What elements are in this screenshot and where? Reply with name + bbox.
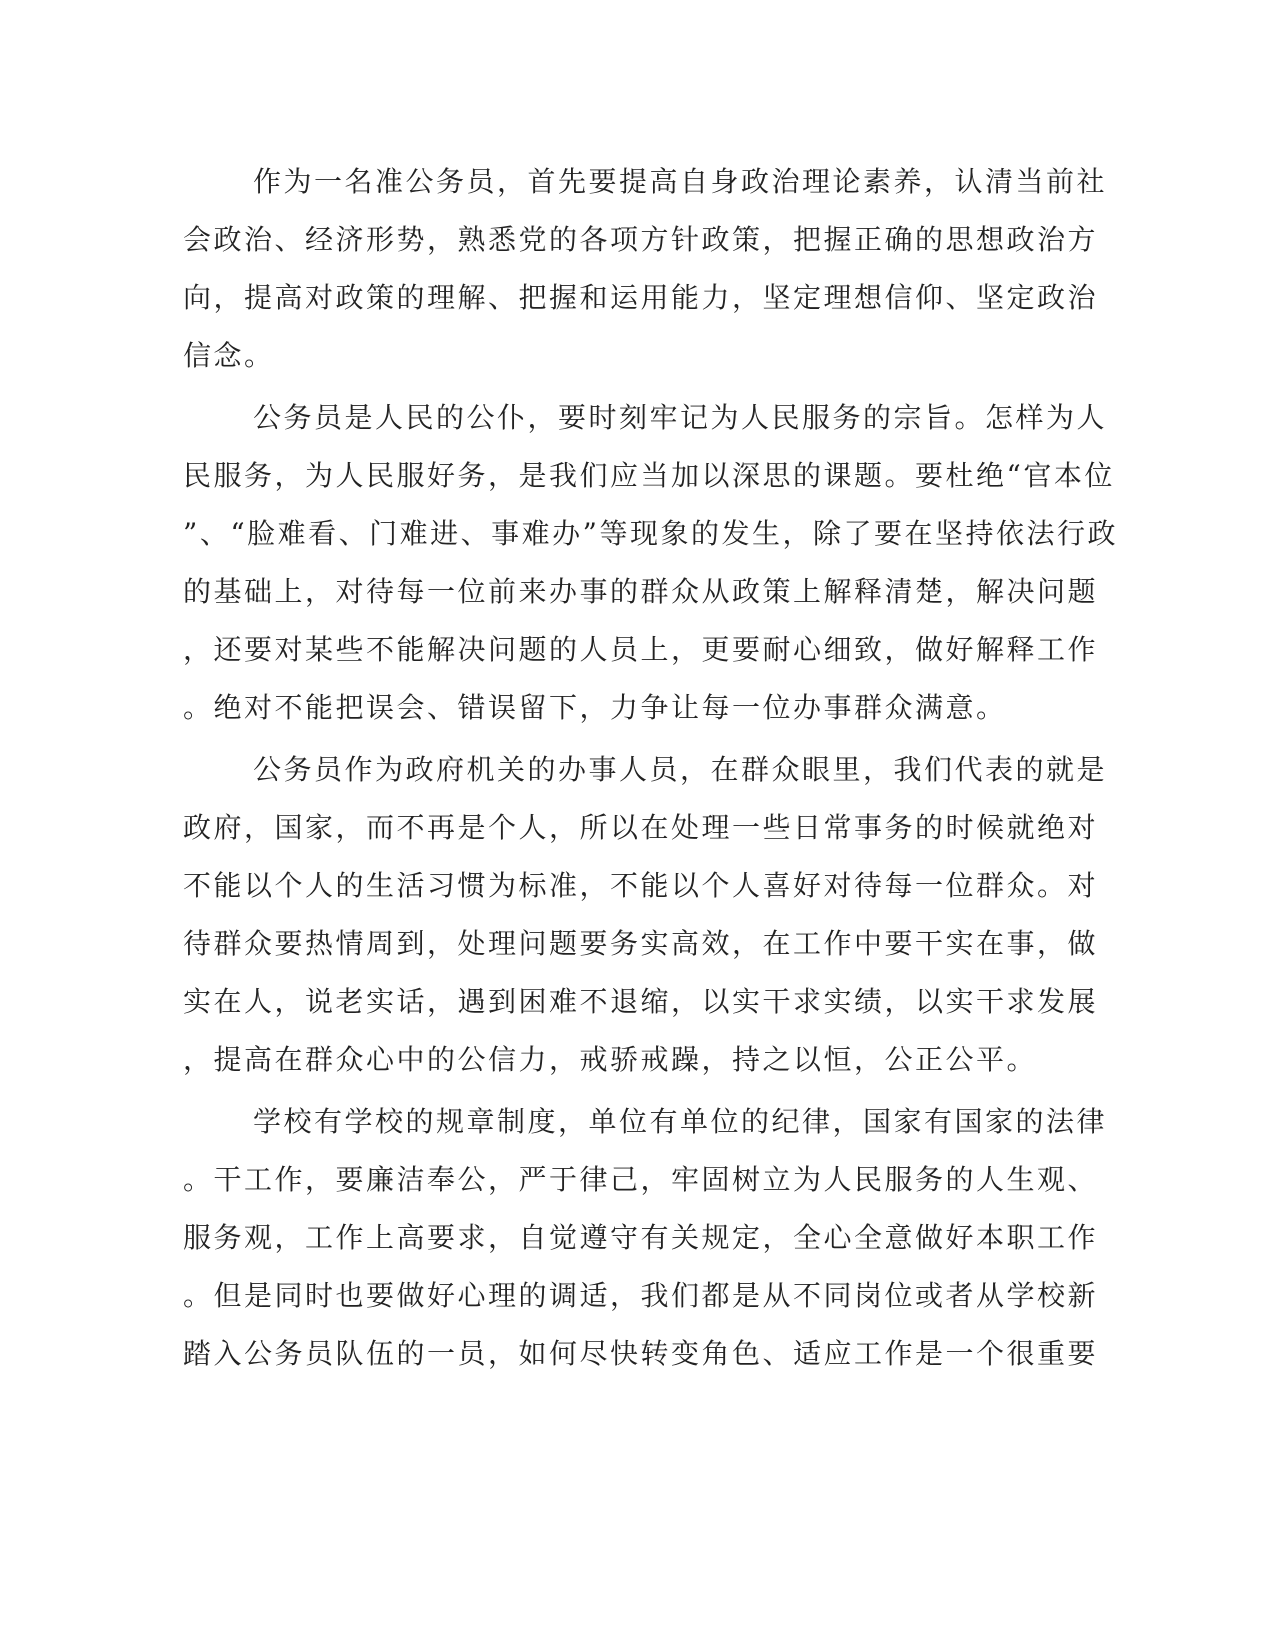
paragraph-2-line-4: 的基础上，对待每一位前来办事的群众从政策上解释清楚，解决问题 (183, 575, 1099, 608)
paragraph-3-line-4: 待群众要热情周到，处理问题要务实高效，在工作中要干实在事，做 (183, 927, 1099, 960)
paragraph-2-line-2: 民服务，为人民服好务，是我们应当加以深思的课题。要杜绝“官本位 (183, 459, 1115, 492)
paragraph-3-line-2: 政府，国家，而不再是个人，所以在处理一些日常事务的时候就绝对 (183, 811, 1099, 844)
paragraph-1-line-3: 向，提高对政策的理解、把握和运用能力，坚定理想信仰、坚定政治 (183, 281, 1099, 314)
paragraph-2-line-6: 。绝对不能把误会、错误留下，力争让每一位办事群众满意。 (183, 691, 1007, 724)
paragraph-2-line-5: ，还要对某些不能解决问题的人员上，更要耐心细致，做好解释工作 (183, 633, 1099, 666)
paragraph-4-line-4: 。但是同时也要做好心理的调适，我们都是从不同岗位或者从学校新 (183, 1279, 1099, 1312)
paragraph-4-line-3: 服务观，工作上高要求，自觉遵守有关规定，全心全意做好本职工作 (183, 1221, 1099, 1254)
paragraph-1-line-4: 信念。 (183, 339, 275, 372)
paragraph-4-line-5: 踏入公务员队伍的一员，如何尽快转变角色、适应工作是一个很重要 (183, 1337, 1099, 1370)
paragraph-3-line-6: ，提高在群众心中的公信力，戒骄戒躁，持之以恒，公正公平。 (183, 1043, 1038, 1076)
paragraph-3-line-1: 公务员作为政府机关的办事人员，在群众眼里，我们代表的就是 (253, 753, 1108, 786)
paragraph-4-line-2: 。干工作，要廉洁奉公，严于律己，牢固树立为人民服务的人生观、 (183, 1163, 1099, 1196)
paragraph-3-line-3: 不能以个人的生活习惯为标准，不能以个人喜好对待每一位群众。对 (183, 869, 1099, 902)
paragraph-4-line-1: 学校有学校的规章制度，单位有单位的纪律，国家有国家的法律 (253, 1105, 1108, 1138)
paragraph-2-line-1: 公务员是人民的公仆，要时刻牢记为人民服务的宗旨。怎样为人 (253, 401, 1108, 434)
paragraph-1-line-2: 会政治、经济形势，熟悉党的各项方针政策，把握正确的思想政治方 (183, 223, 1099, 256)
paragraph-3-line-5: 实在人，说老实话，遇到困难不退缩，以实干求实绩，以实干求发展 (183, 985, 1099, 1018)
paragraph-1-line-1: 作为一名准公务员，首先要提高自身政治理论素养，认清当前社 (253, 165, 1108, 198)
paragraph-2-line-3: ”、“脸难看、门难进、事难办”等现象的发生，除了要在坚持依法行政 (183, 517, 1118, 550)
